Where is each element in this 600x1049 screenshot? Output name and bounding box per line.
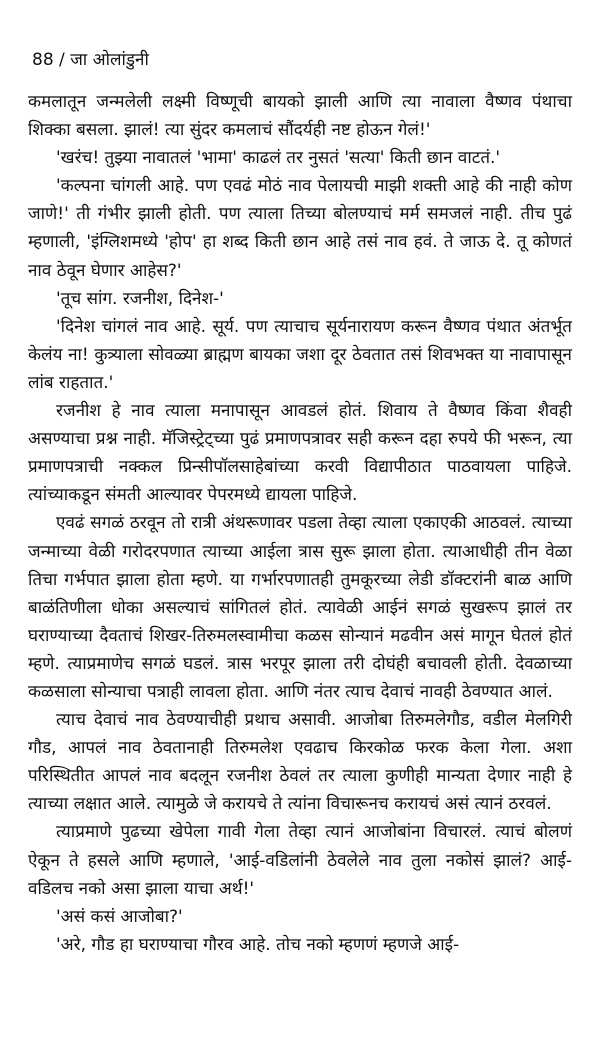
paragraph: 'खरंच! तुझ्या नावातलं 'भामा' काढलं तर नुसतं 'सत्या' किती छान वाटतं.'	[56, 148, 501, 169]
paragraph: 'असं कसं आजोबा?'	[56, 906, 183, 927]
paragraph: 'तूच सांग. रजनीश, दिनेश-'	[56, 288, 224, 309]
paragraph: 'दिनेश चांगलं नाव आहे. सूर्य. पण त्याचाच सूर्यनारायण करून वैष्णव पंथात अंतर्भूत केलंय ना! कुत्र्याला सोवळ्या ब्राह्मण बायका जशा दूर ठेवतात तसं शिवभक्त या नावापासून लांब राहतात.'	[28, 316, 572, 393]
paragraph: त्याच देवाचं नाव ठेवण्याचीही प्रथाच असावी. आजोबा तिरुमलेगौड, वडील मेलगिरी गौड, आपलं नाव ठेवतानाही तिरुमलेश एवढाच किरकोळ फरक केला गेला. अशा परिस्थितीत आपलं नाव बदलून रजनीश ठेवलं तर त्याला कुणीही मान्यता देणार नाही हे त्याच्या लक्षात आले. त्यामुळे जे करायचे ते त्यांना विचारूनच करायचं असं त्यानं ठरवलं.	[28, 710, 572, 815]
paragraph: कमलातून जन्मलेली लक्ष्मी विष्णूची बायको झाली आणि त्या नावाला वैष्णव पंथाचा शिक्का बसला. झालं! त्या सुंदर कमलाचं सौंदर्यही नष्ट होऊन गेलं!'	[28, 92, 572, 141]
running-head	[32, 48, 572, 72]
paragraph: एवढं सगळं ठरवून तो रात्री अंथरूणावर पडला तेव्हा त्याला एकाएकी आठवलं. त्याच्या जन्माच्या वेळी गरोदरपणात त्याच्या आईला त्रास सुरू झाला होता. त्याआधीही तीन वेळा तिचा गर्भपात झाला होता म्हणे. या गर्भारपणातही तुमकूरच्या लेडी डॉक्टरांनी बाळ आणि बाळंतिणीला धोका असल्याचं सांगितलं होतं. त्यावेळी आईनं सगळं सुखरूप झालं तर घराण्याच्या दैवताचं शिखर-तिरुमलस्वामीचा कळस सोन्यानं मढवीन असं मागून घेतलं होतं म्हणे. त्याप्रमाणेच सगळं घडलं. त्रास भरपूर झाला तरी दोघंही बचावली होती. देवळाच्या कळसाला सोन्याचा पत्राही लावला होता. आणि नंतर त्याच देवाचं नावही ठेवण्यात आलं.	[28, 513, 572, 702]
paragraph: त्याप्रमाणे पुढच्या खेपेला गावी गेला तेव्हा त्यानं आजोबांना विचारलं. त्याचं बोलणं ऐकून ते हसले आणि म्हणाले, 'आई-वडिलांनी ठेवलेले नाव तुला नकोसं झालं? आई-वडिलच नको असा झाला याचा अर्थ!'	[28, 822, 572, 899]
body-text	[28, 88, 572, 959]
book-title: जा ओलांडुनी	[70, 50, 149, 70]
paragraph: रजनीश हे नाव त्याला मनापासून आवडलं होतं. शिवाय ते वैष्णव किंवा शैवही असण्याचा प्रश्न नाही. मॅजिस्ट्रेट्च्या पुढं प्रमाणपत्रावर सही करून दहा रुपये फी भरून, त्या प्रमाणपत्राची नक्कल प्रिन्सीपॉलसाहेबांच्या करवी विद्यापीठात पाठवायला पाहिजे. त्यांच्याकडून संमती आल्यावर पेपरमध्ये द्यायला पाहिजे.	[28, 401, 572, 506]
paragraph: 'अरे, गौड हा घराण्याचा गौरव आहे. तोच नको म्हणणं म्हणजे आई-	[56, 934, 460, 955]
header-separator: /	[59, 50, 65, 70]
page-number: 88	[32, 50, 54, 70]
paragraph: 'कल्पना चांगली आहे. पण एवढं मोठं नाव पेलायची माझी शक्ती आहे की नाही कोण जाणे!' ती गंभीर झाली होती. पण त्याला तिच्या बोलण्याचं मर्म समजलं नाही. तीच पुढं म्हणाली, 'इंग्लिशमध्ये 'होप' हा शब्द किती छान आहे तसं नाव हवं. ते जाऊ दे. तू कोणतं नाव ठेवून घेणार आहेस?'	[28, 176, 572, 281]
